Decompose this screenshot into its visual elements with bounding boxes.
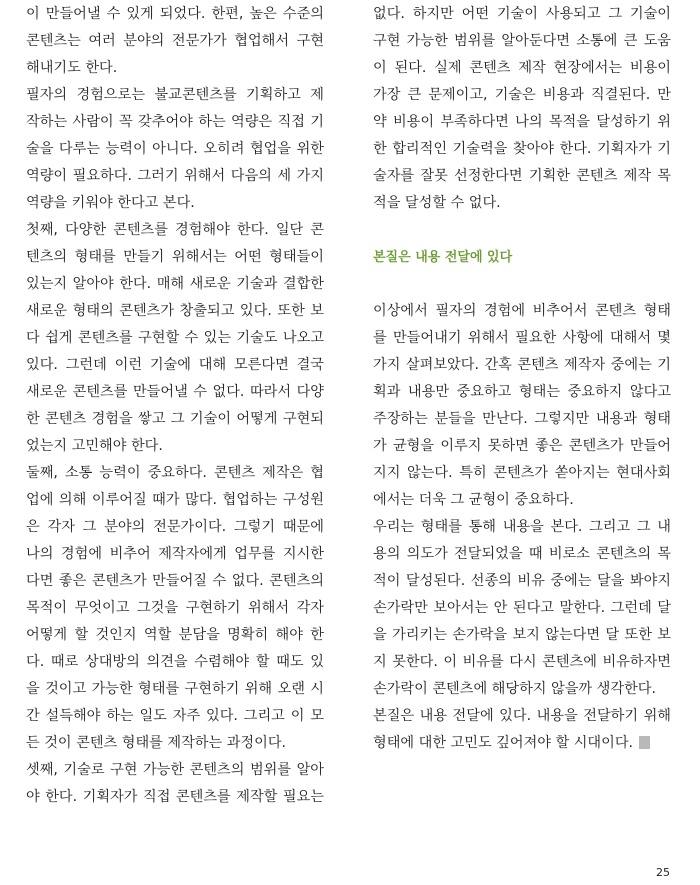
text-line: [373, 406, 671, 433]
text-line: [373, 109, 671, 136]
text-line-content: 었는지 고민해야 한다.: [26, 438, 163, 454]
text-line: [373, 487, 671, 514]
text-line-content: 필자의 경험으로는 불교콘텐츠를 기획하고 제: [26, 87, 324, 103]
text-line-content: 획과 내용만 중요하고 형태는 중요하지 않다고: [373, 384, 671, 400]
page-number: 25: [656, 866, 670, 879]
text-line: [373, 352, 671, 379]
text-line: [373, 379, 671, 406]
text-line: [26, 757, 324, 784]
text-line: [26, 109, 324, 136]
text-line-content: 다. 때로 상대방의 의견을 수렴해야 할 때도 있: [26, 654, 324, 670]
text-line-content: 다 쉽게 콘텐츠를 구현할 수 있는 기술도 나오고: [26, 330, 324, 346]
text-line-content: 적을 달성할 수 없다.: [373, 195, 501, 211]
text-line-content: 새로운 형태의 콘텐츠가 창출되고 있다. 또한 보: [26, 303, 324, 319]
text-line: [373, 163, 671, 190]
text-line: [373, 514, 671, 541]
text-line-content: 역량을 키워야 한다고 본다.: [26, 195, 195, 211]
text-line: [373, 136, 671, 163]
text-line-content: 은 각자 그 분야의 전문가이다. 그렇기 때문에: [26, 519, 324, 535]
text-line-content: 역량이 필요하다. 그러기 위해서 다음의 세 가지: [26, 168, 324, 184]
text-line: [373, 460, 671, 487]
text-line: [373, 298, 671, 325]
text-line-content: 를 만들어내기 위해서 필요한 사항에 대해서 몇: [373, 330, 671, 346]
text-line-content: 을 것이고 가능한 형태를 구현하기 위해 오랜 시: [26, 681, 324, 697]
section-heading: 본질은 내용 전달에 있다: [373, 250, 513, 265]
text-line-content: 있는지 알아야 한다. 매해 새로운 기술과 결합한: [26, 276, 324, 292]
text-line: [26, 460, 324, 487]
text-line: [26, 217, 324, 244]
text-line-content: 셋째, 기술로 구현 가능한 콘텐츠의 범위를 알아: [26, 762, 324, 778]
text-line: [373, 325, 671, 352]
text-line-content: 구현 가능한 범위를 알아둔다면 소통에 큰 도움: [373, 33, 671, 49]
text-line-content: 없다. 하지만 어떤 기술이 사용되고 그 기술이: [373, 6, 671, 22]
text-line: [26, 622, 324, 649]
text-line-content: 간 설득해야 하는 일도 자주 있다. 그리고 이 모: [26, 708, 324, 724]
text-line: [26, 352, 324, 379]
text-line-content: 술을 다루는 능력이 아니다. 오히려 협업을 위한: [26, 141, 324, 157]
text-line-content: 콘텐츠는 여러 분야의 전문가가 협업해서 구현: [26, 33, 324, 49]
text-line-content: 을 가리키는 손가락을 보지 않는다면 달 또한 보: [373, 627, 671, 643]
text-line-content: 둘째, 소통 능력이 중요하다. 콘텐츠 제작은 협: [26, 465, 324, 481]
text-line-content: 용의 의도가 전달되었을 때 비로소 콘텐츠의 목: [373, 546, 671, 562]
text-line-content: 지지 않는다. 특히 콘텐츠가 쏟아지는 현대사회: [373, 465, 671, 481]
text-line: [26, 703, 324, 730]
text-line-content: 가 균형을 이루지 못하면 좋은 콘텐츠가 만들어: [373, 438, 671, 454]
end-of-article-mark-icon: [639, 736, 650, 749]
text-line: [26, 595, 324, 622]
text-line: [26, 487, 324, 514]
right-column-top-text: [373, 1, 671, 217]
left-column: [26, 1, 324, 811]
text-line: [26, 514, 324, 541]
text-line-content: 새로운 콘텐츠를 만들어낼 수 없다. 따라서 다양: [26, 384, 324, 400]
text-line-content: 약 비용이 부족하다면 나의 목적을 달성하기 위: [373, 114, 671, 130]
text-line-content: 술자를 잘못 선정한다면 기획한 콘텐츠 제작 목: [373, 168, 671, 184]
text-line: [373, 568, 671, 595]
text-line-content: 적이 달성된다. 선종의 비유 중에는 달을 봐야지: [373, 573, 671, 589]
text-line: [373, 595, 671, 622]
text-line: [373, 433, 671, 460]
text-line-content: 지 못한다. 이 비유를 다시 콘텐츠에 비유하자면: [373, 654, 671, 670]
text-line-content: 형태에 대한 고민도 깊어져야 할 시대이다.: [373, 735, 634, 751]
text-line: [26, 379, 324, 406]
text-line-content: 든 것이 콘텐츠 형태를 제작하는 과정이다.: [26, 735, 287, 751]
text-line: [26, 244, 324, 271]
text-line-content: 첫째, 다양한 콘텐츠를 경험해야 한다. 일단 콘: [26, 222, 324, 238]
text-line: [26, 190, 324, 217]
text-line-content: 야 한다. 기획자가 직접 콘텐츠를 제작할 필요는: [26, 789, 324, 805]
text-line-content: 이 된다. 실제 콘텐츠 제작 현장에서는 비용이: [373, 60, 671, 76]
text-line-content: 이상에서 필자의 경험에 비추어서 콘텐츠 형태: [373, 303, 671, 319]
text-line-content: 목적이 무엇이고 그것을 구현하기 위해서 각자: [26, 600, 324, 616]
text-line: [373, 28, 671, 55]
text-line: [26, 1, 324, 28]
text-line-content: 에서는 더욱 그 균형이 중요하다.: [373, 492, 574, 508]
text-line: [373, 55, 671, 82]
text-line-content: 손가락만 보아서는 안 된다고 말한다. 그런데 달: [373, 600, 671, 616]
text-line-content: 본질은 내용 전달에 있다. 내용을 전달하기 위해: [373, 708, 671, 724]
text-line: [373, 676, 671, 703]
text-line-content: 나의 경험에 비추어 제작자에게 업무를 지시한: [26, 546, 324, 562]
text-line-content: 업에 의해 이루어질 때가 많다. 협업하는 구성원: [26, 492, 324, 508]
text-line: [26, 568, 324, 595]
text-line: [373, 1, 671, 28]
text-line: [26, 730, 324, 757]
text-line: [373, 649, 671, 676]
text-line: [26, 163, 324, 190]
text-line: [26, 271, 324, 298]
text-line: [26, 406, 324, 433]
text-line: [373, 703, 671, 730]
text-line: [373, 622, 671, 649]
text-line: [26, 541, 324, 568]
text-line: [373, 730, 671, 757]
text-line-content: 가장 큰 문제이고, 기술은 비용과 직결된다. 만: [373, 87, 671, 103]
text-line-content: 주장하는 분들을 만난다. 그렇지만 내용과 형태: [373, 411, 671, 427]
text-line-content: 손가락이 콘텐츠에 해당하지 않을까 생각한다.: [373, 681, 656, 697]
text-line: [373, 190, 671, 217]
right-column: [373, 1, 671, 757]
text-line-content: 한 합리적인 기술력을 찾아야 한다. 기획자가 기: [373, 141, 671, 157]
text-line-content: 가지 살펴보았다. 간혹 콘텐츠 제작자 중에는 기: [373, 357, 671, 373]
text-line-content: 텐츠의 형태를 만들기 위해서는 어떤 형태들이: [26, 249, 324, 265]
text-line: [26, 55, 324, 82]
text-line-content: 다면 좋은 콘텐츠가 만들어질 수 없다. 콘텐츠의: [26, 573, 324, 589]
text-line: [26, 676, 324, 703]
text-line-content: 작하는 사람이 꼭 갖추어야 하는 역량은 직접 기: [26, 114, 324, 130]
text-line: [373, 82, 671, 109]
text-line-content: 어떻게 할 것인지 역할 분담을 명확히 해야 한: [26, 627, 324, 643]
text-line: [26, 136, 324, 163]
text-line: [26, 433, 324, 460]
text-line: [26, 298, 324, 325]
spacer: [373, 271, 671, 298]
text-line: [26, 325, 324, 352]
text-line: [26, 28, 324, 55]
text-line: [26, 649, 324, 676]
text-line-content: 이 만들어낼 수 있게 되었다. 한편, 높은 수준의: [26, 6, 324, 22]
text-line-content: 해내기도 한다.: [26, 60, 118, 76]
text-line: [26, 82, 324, 109]
text-line-content: 있다. 그런데 이런 기술에 대해 모른다면 결국: [26, 357, 324, 373]
right-column-bottom-text: [373, 298, 671, 757]
text-line: [373, 541, 671, 568]
text-line-content: 한 콘텐츠 경험을 쌓고 그 기술이 어떻게 구현되: [26, 411, 324, 427]
text-line: [26, 784, 324, 811]
spacer: [373, 217, 671, 244]
text-line-content: 우리는 형태를 통해 내용을 본다. 그리고 그 내: [373, 519, 671, 535]
